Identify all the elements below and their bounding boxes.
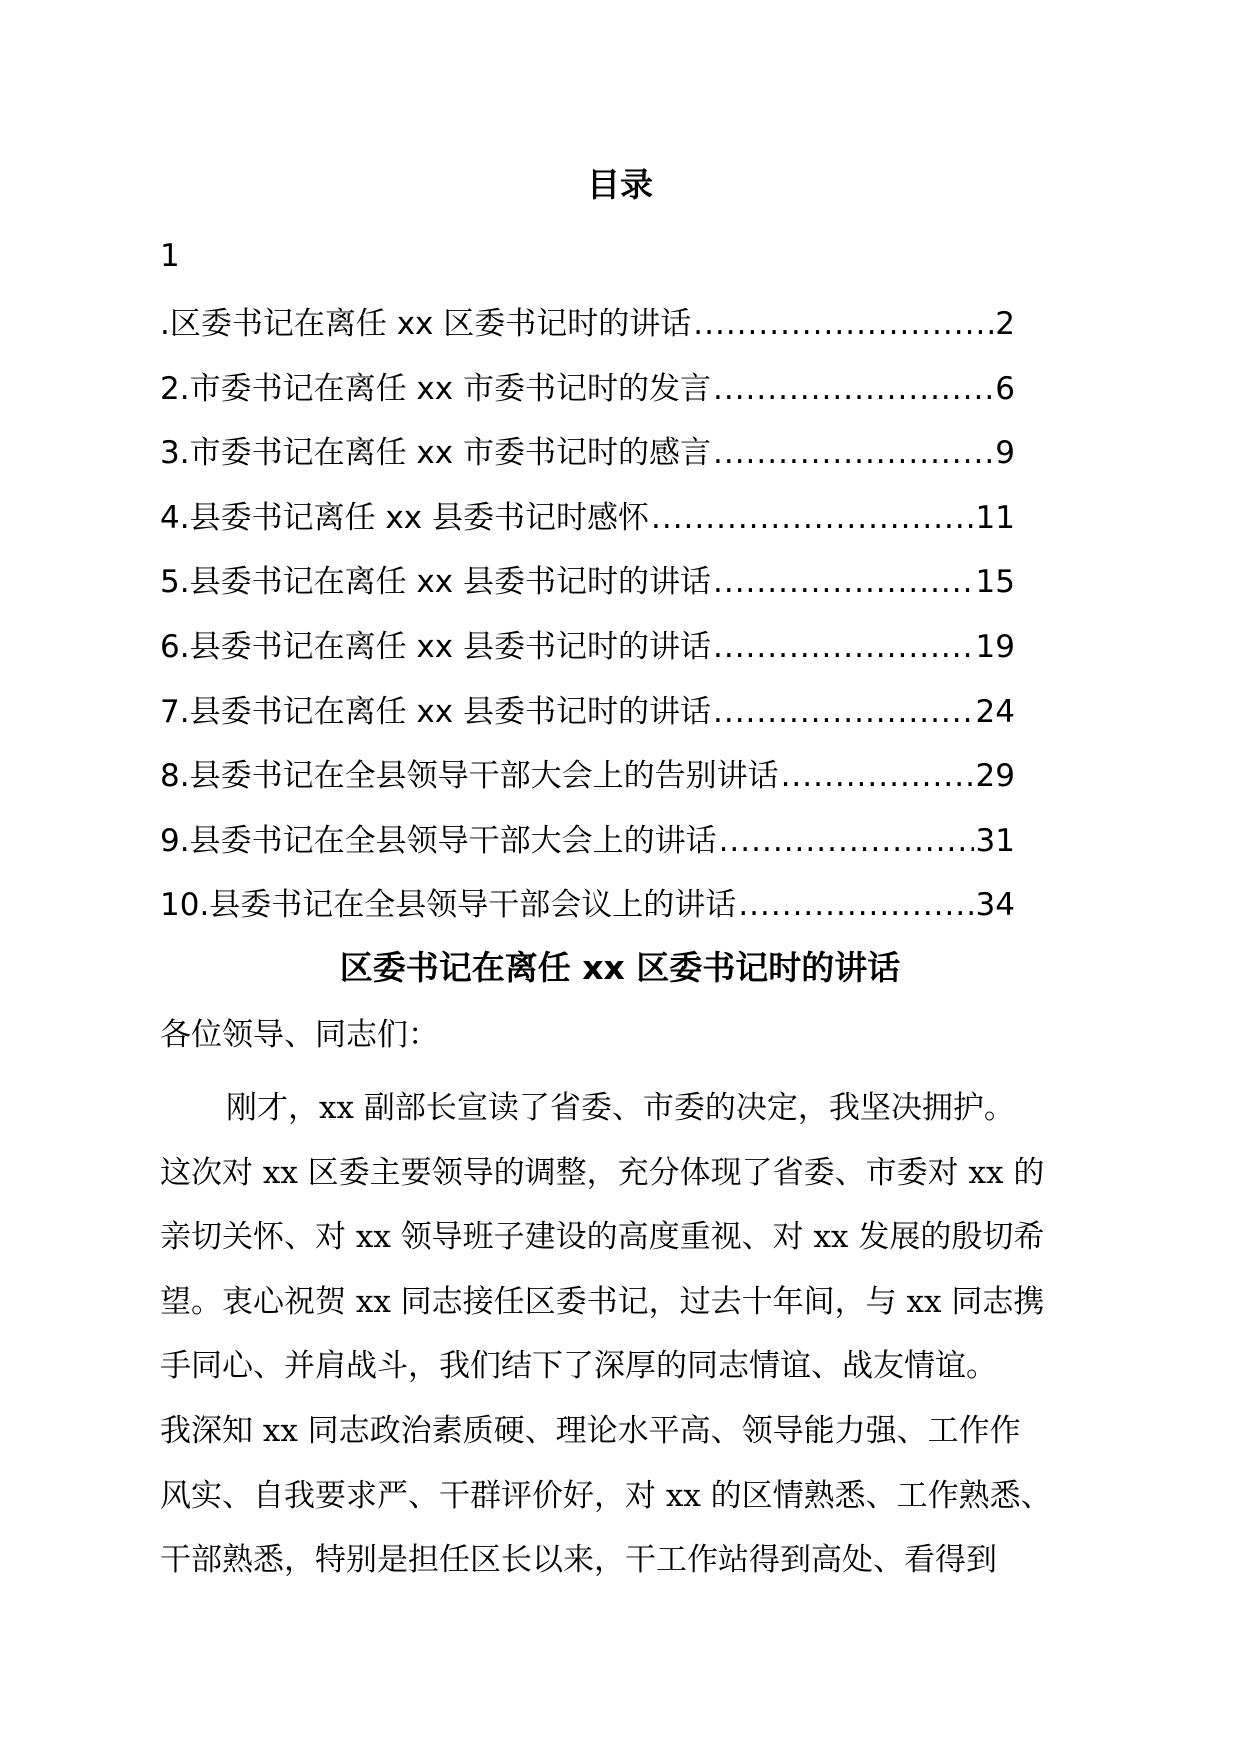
toc-leader-dots [713,369,993,409]
toc-leader-dots [651,498,974,538]
toc-leader-dots [713,433,993,473]
toc-item-text: 10.县委书记在全县领导干部会议上的讲话 [160,887,737,924]
toc-item[interactable] [160,627,1015,692]
paragraph-line: 干部熟悉，特别是担任区长以来，干工作站得到高处、看得到 [160,1542,997,1579]
paragraph-line: 这次对 xx 区委主要领导的调整，充分体现了省委、市委对 xx 的 [160,1154,1045,1191]
toc-item-page: 11 [975,499,1015,536]
toc-item-page: 2 [995,306,1015,342]
toc-title: 目录 [587,165,653,204]
toc-item[interactable] [160,304,1015,369]
toc-item[interactable] [160,885,1015,950]
toc-item-text: 7.县委书记在离任 xx 县委书记时的讲话 [160,693,711,730]
toc-item-page: 34 [975,887,1015,924]
toc-item-text: .区委书记在离任 xx 区委书记时的讲话 [160,306,692,342]
toc-item-page: 15 [975,564,1015,601]
toc-item[interactable] [160,692,1015,757]
toc-item-page: 31 [975,822,1015,859]
toc-item-text: 3.市委书记在离任 xx 市委书记时的感言 [160,435,711,472]
toc-item-text: 6.县委书记在离任 xx 县委书记时的讲话 [160,628,711,665]
toc-item[interactable] [160,756,1015,821]
toc-item-text: 2.市委书记在离任 xx 市委书记时的发言 [160,370,711,407]
paragraph-line: 亲切关怀、对 xx 领导班子建设的高度重视、对 xx 发展的殷切希 [160,1219,1045,1256]
toc-leader-dots [713,562,974,602]
speech-salutation: 各位领导、同志们： [160,1017,439,1053]
toc-leader-dots [713,627,974,667]
paragraph-line: 望。衷心祝贺 xx 同志接任区委书记，过去十年间，与 xx 同志携 [160,1283,1045,1320]
toc-leader-dots [738,885,973,925]
toc-leader-dots [781,756,974,796]
paragraph-line: 刚才，xx 副部长宣读了省委、市委的决定，我坚决拥护。 [226,1090,1015,1126]
toc-item-page: 19 [975,628,1015,665]
toc-list [160,304,1015,950]
toc-item-page: 9 [995,435,1015,472]
paragraph-line: 手同心、并肩战斗，我们结下了深厚的同志情谊、战友情谊。 [160,1348,997,1385]
toc-item-text: 4.县委书记离任 xx 县委书记时感怀 [160,499,649,536]
toc-item[interactable] [160,498,1015,563]
toc-item-text: 9.县委书记在全县领导干部大会上的讲话 [160,822,717,859]
paragraph-line: 风实、自我要求严、干群评价好，对 xx 的区情熟悉、工作熟悉、 [160,1477,1052,1514]
toc-item[interactable] [160,369,1015,434]
toc-item[interactable] [160,433,1015,498]
toc-item-page: 6 [995,370,1015,407]
toc-item[interactable] [160,821,1015,886]
toc-leader-dots [693,304,993,344]
speech-paragraph [160,1076,1118,1593]
speech-title: 区委书记在离任 xx 区委书记时的讲话 [339,948,901,987]
toc-item-page: 24 [975,693,1015,730]
toc-leader-dots [713,692,974,732]
toc-leader-dots [719,821,974,861]
toc-item-page: 29 [975,758,1015,795]
paragraph-line: 我深知 xx 同志政治素质硬、理论水平高、领导能力强、工作作 [160,1412,1021,1449]
toc-lead-number: 1 [160,238,180,274]
toc-item[interactable] [160,562,1015,627]
toc-item-text: 8.县委书记在全县领导干部大会上的告别讲话 [160,758,779,795]
toc-item-text: 5.县委书记在离任 xx 县委书记时的讲话 [160,564,711,601]
